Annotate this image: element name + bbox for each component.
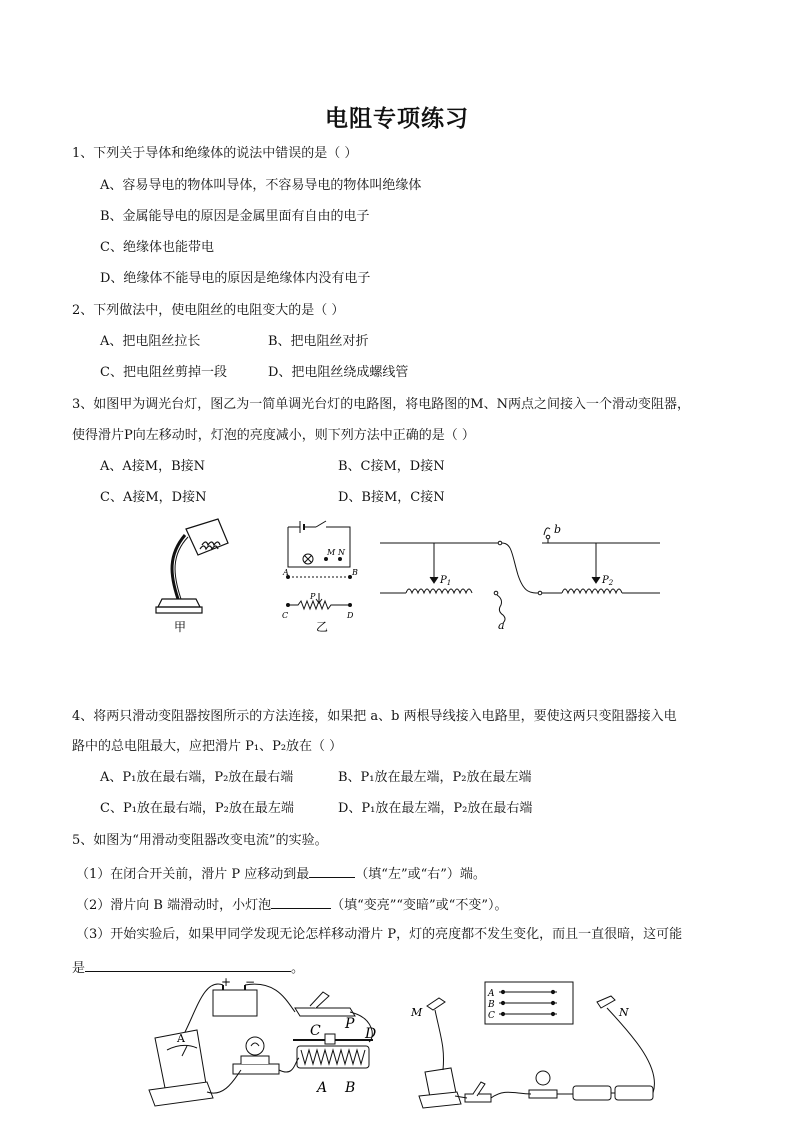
right-experiment-setup bbox=[419, 982, 654, 1108]
q4-option-b: B、P₁放在最左端，P₂放在最左端 bbox=[338, 770, 532, 785]
page-title: 电阻专项练习 bbox=[325, 105, 469, 132]
label-C: C bbox=[282, 611, 289, 620]
q2-option-c: C、把电阻丝剪掉一段 bbox=[100, 365, 227, 380]
label-wire-b: b bbox=[554, 523, 562, 536]
wire-A: A bbox=[488, 989, 495, 999]
label-N: N bbox=[338, 548, 345, 557]
rheostat-A: A bbox=[317, 1080, 328, 1096]
rheostat-D: D bbox=[365, 1026, 377, 1042]
q3-option-b: B、C接M，D接N bbox=[338, 459, 445, 474]
rheostat-P: P bbox=[345, 1016, 355, 1032]
dimmer-circuit-diagram bbox=[287, 521, 352, 609]
answer-blank-2[interactable] bbox=[271, 894, 331, 909]
label-jia: 甲 bbox=[174, 620, 187, 634]
label-D: D bbox=[347, 611, 354, 620]
label-P1: $P_1$ bbox=[440, 575, 452, 587]
clip-M: M bbox=[411, 1006, 423, 1019]
q5-sub1: （1）在闭合开关前，滑片 P 应移动到最 （填“左”或“右”）端。 bbox=[76, 863, 486, 884]
q2-stem: 2、下列做法中，使电阻丝的电阻变大的是（ ） bbox=[72, 303, 345, 318]
label-B: B bbox=[352, 568, 358, 577]
clip-N: N bbox=[619, 1006, 629, 1019]
desk-lamp-illustration bbox=[156, 519, 228, 613]
q1-option-a: A、容易导电的物体叫导体，不容易导电的物体叫绝缘体 bbox=[100, 178, 422, 193]
q5-sub3-answer: 是 。 bbox=[72, 957, 304, 978]
q1-option-b: B、金属能导电的原因是金属里面有自由的电子 bbox=[100, 209, 370, 224]
q4-option-c: C、P₁放在最右端，P₂放在最左端 bbox=[100, 801, 294, 816]
label-M: M bbox=[327, 548, 336, 557]
q3-stem-line1: 3、如图甲为调光台灯，图乙为一简单调光台灯的电路图，将电路图的M、N两点之间接入一个滑动变阻器， bbox=[72, 397, 690, 412]
label-wire-a: a bbox=[498, 619, 505, 632]
q3-stem-line2: 使得滑片P向左移动时，灯泡的亮度减小，则下列方法中正确的是（ ） bbox=[72, 428, 475, 443]
q5-sub2: （2）滑片向 B 端滑动时，小灯泡 （填“变亮”“变暗”或“不变”）。 bbox=[76, 894, 507, 915]
q2-option-b: B、把电阻丝对折 bbox=[268, 334, 369, 349]
q2-option-d: D、把电阻丝绕成螺线管 bbox=[268, 365, 409, 380]
label-yi: 乙 bbox=[316, 620, 329, 634]
q3-option-d: D、B接M，C接N bbox=[338, 490, 445, 505]
q4-option-a: A、P₁放在最右端，P₂放在最右端 bbox=[100, 770, 294, 785]
battery-plus: + bbox=[221, 978, 232, 989]
label-A: A bbox=[283, 568, 289, 577]
q5-sub3: （3）开始实验后，如果甲同学发现无论怎样移动滑片 P，灯的亮度都不发生变化，而且一直很暗，这可能 bbox=[76, 927, 683, 942]
q3-option-c: C、A接M，D接N bbox=[100, 490, 207, 505]
rheostat-C: C bbox=[310, 1023, 321, 1039]
ammeter-label: A bbox=[177, 1032, 185, 1045]
rheostat-B: B bbox=[345, 1080, 356, 1096]
q1-option-d: D、绝缘体不能导电的原因是绝缘体内没有电子 bbox=[100, 271, 371, 286]
label-P2: $P_2$ bbox=[602, 575, 614, 587]
answer-blank-1[interactable] bbox=[309, 863, 355, 878]
q5-stem: 5、如图为“用滑动变阻器改变电流”的实验。 bbox=[72, 833, 328, 848]
q1-option-c: C、绝缘体也能带电 bbox=[100, 240, 214, 255]
two-rheostats-diagram bbox=[380, 528, 660, 623]
q4-option-d: D、P₁放在最左端，P₂放在最右端 bbox=[338, 801, 533, 816]
wire-C: C bbox=[488, 1011, 495, 1021]
q4-stem-line2: 路中的总电阻最大，应把滑片 P₁、P₂放在（ ） bbox=[72, 739, 343, 754]
q4-stem-line1: 4、将两只滑动变阻器按图所示的方法连接，如果把 a、b 两根导线接入电路里，要使这两只变阻器接入电 bbox=[72, 709, 677, 724]
q3-option-a: A、A接M，B接N bbox=[100, 459, 206, 474]
q1-stem: 1、下列关于导体和绝缘体的说法中错误的是（ ） bbox=[72, 146, 358, 161]
figure-lamp-circuit-rheostats bbox=[140, 515, 660, 640]
answer-blank-3[interactable] bbox=[85, 957, 291, 972]
q2-option-a: A、把电阻丝拉长 bbox=[100, 334, 201, 349]
wire-B: B bbox=[488, 1000, 495, 1010]
battery-minus: − bbox=[245, 978, 256, 989]
figure-rheostat-experiment bbox=[145, 978, 665, 1113]
label-P: P bbox=[310, 592, 316, 601]
